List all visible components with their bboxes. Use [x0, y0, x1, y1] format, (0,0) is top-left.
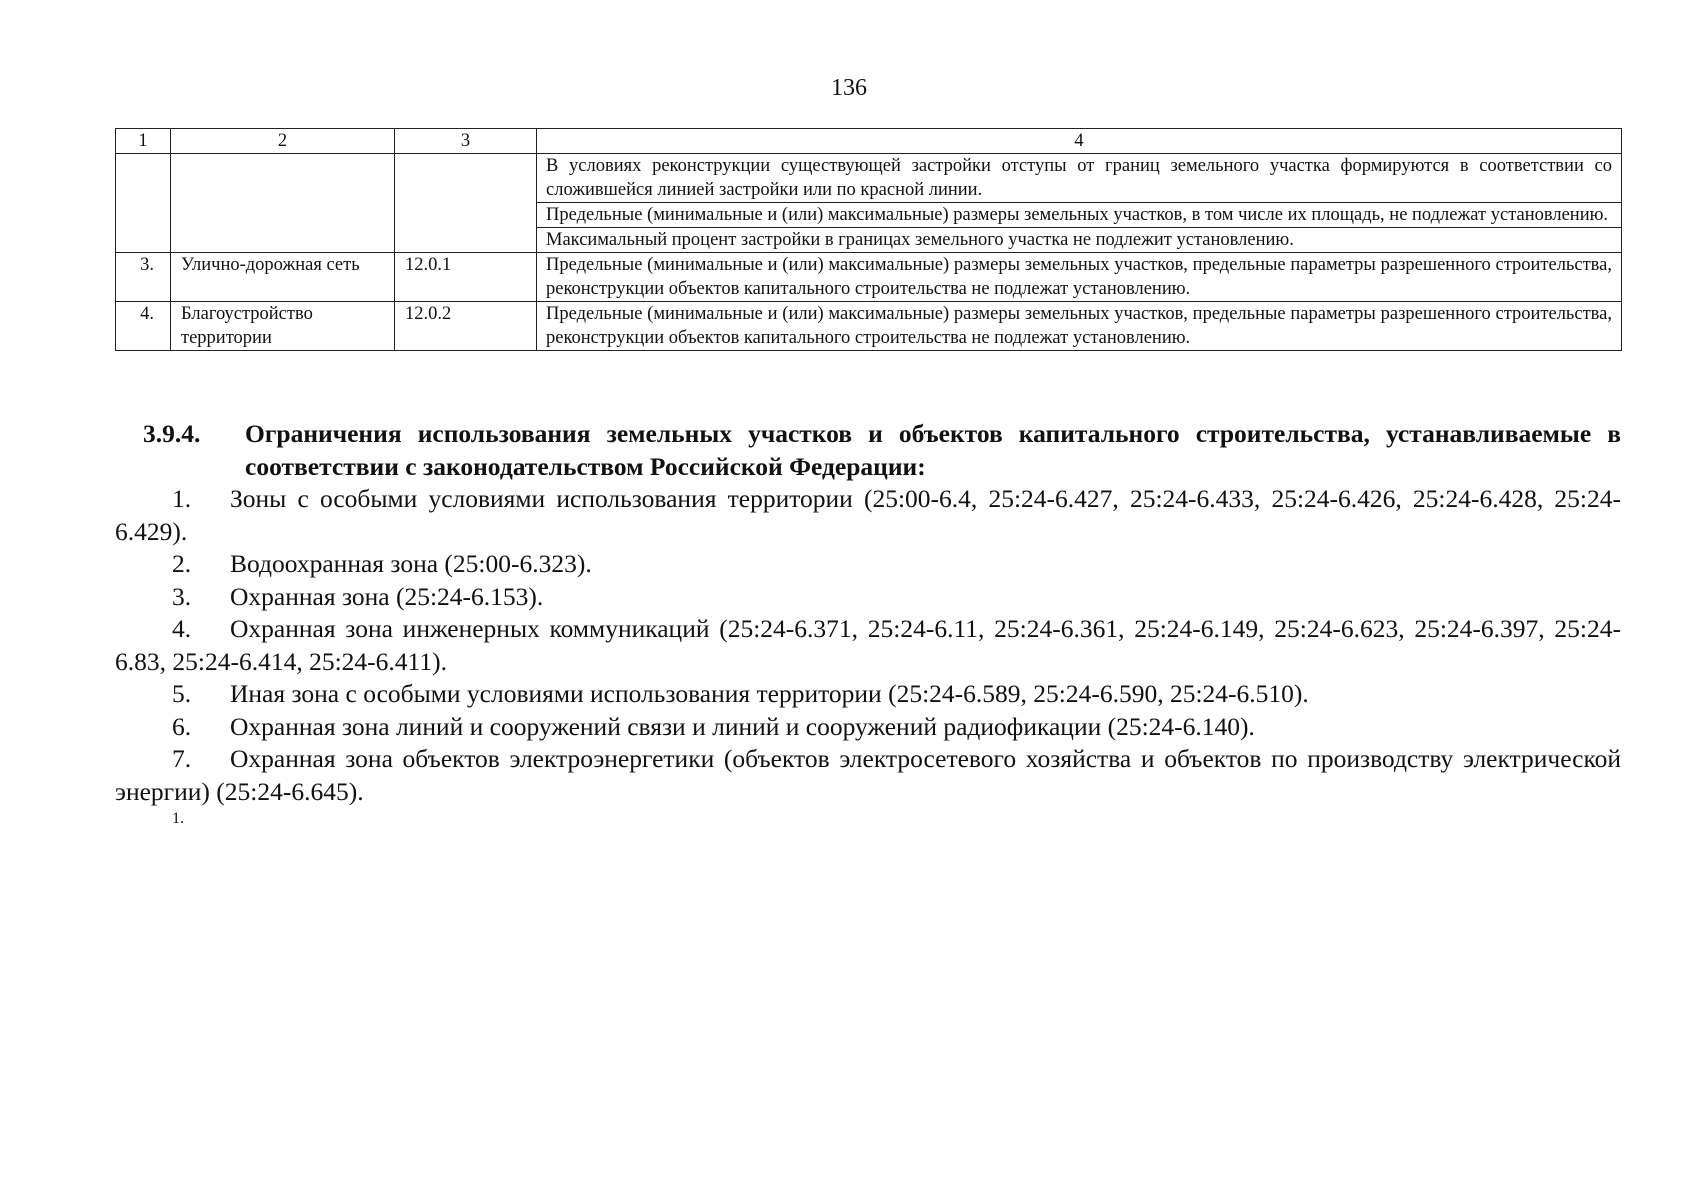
list-item — [115, 711, 1621, 744]
list-item-number: 2. — [172, 549, 192, 578]
table-cell-name: Улично-дорожная сеть — [171, 253, 395, 302]
section-title: Ограничения использования земельных участков и объектов капитального строительства, устанавливаемые в соответствии с законодательством Российской Федерации: — [245, 419, 1621, 481]
table-cell-text: Предельные (минимальные и (или) максимальные) размеры земельных участков, в том числе их площадь, не подлежат установлению. — [537, 203, 1622, 228]
table-row — [116, 302, 1622, 351]
list-item-text: Водоохранная зона (25:00-6.323). — [230, 549, 592, 578]
list-item-text: Иная зона с особыми условиями использования территории (25:24-6.589, 25:24-6.590, 25:24-6.510). — [230, 679, 1309, 708]
list-item-text: Зоны с особыми условиями использования территории (25:00-6.4, 25:24-6.427, 25:24-6.433, 25:24-6.426, 25:24-6.428, 25:24-6.429). — [115, 484, 1621, 546]
list-item-number: 7. — [172, 744, 192, 773]
list-item — [115, 678, 1621, 711]
page-number: 136 — [831, 75, 867, 101]
table-cell-number: 4. — [116, 302, 171, 351]
table-cell-text: Предельные (минимальные и (или) максимальные) размеры земельных участков, предельные параметры разрешенного строительства, реконструкции объектов капитального строительства не подлежат установлению. — [537, 253, 1622, 302]
trailing-list-mark: 1. — [172, 810, 184, 827]
table-header-cell: 3 — [395, 129, 537, 154]
list-item — [115, 613, 1621, 678]
list-item — [115, 483, 1621, 548]
list-item-number: 4. — [172, 614, 192, 643]
section-heading — [115, 418, 1621, 483]
table-cell-name: Благоустройство территории — [171, 302, 395, 351]
list-item-number: 3. — [172, 581, 192, 611]
list-item-text: Охранная зона инженерных коммуникаций (25:24-6.371, 25:24-6.11, 25:24-6.361, 25:24-6.149, 25:24-6.623, 25:24-6.397, 25:24-6.83, 25:24-6.414, 25:24-6.411). — [115, 614, 1621, 676]
table-cell-empty — [171, 154, 395, 253]
table-row — [116, 154, 1622, 203]
list-item-text: Охранная зона линий и сооружений связи и линий и сооружений радиофикации (25:24-6.140). — [230, 711, 1255, 741]
table-header-cell: 1 — [116, 129, 171, 154]
table-header-row — [116, 129, 1622, 154]
table-cell-text: Предельные (минимальные и (или) максимальные) размеры земельных участков, предельные параметры разрешенного строительства, реконструкции объектов капитального строительства не подлежат установлению. — [537, 302, 1622, 351]
list-item-text: Охранная зона объектов электроэнергетики (объектов электросетевого хозяйства и объектов по производству электрической энергии) (25:24-6.645). — [115, 744, 1621, 806]
table-row — [116, 253, 1622, 302]
list-item — [115, 743, 1621, 808]
table-cell-code: 12.0.2 — [395, 302, 537, 351]
table-cell-code: 12.0.1 — [395, 253, 537, 302]
table-cell-number: 3. — [116, 253, 171, 302]
table-cell-empty — [395, 154, 537, 253]
list-item — [115, 548, 1621, 581]
list-item-number: 5. — [172, 679, 192, 708]
list-item — [115, 581, 1621, 614]
table-header-cell: 4 — [537, 129, 1622, 154]
section-number: 3.9.4. — [143, 419, 201, 448]
table-header-cell: 2 — [171, 129, 395, 154]
list-item-number: 1. — [172, 484, 192, 513]
zone-parameters-table — [115, 128, 1622, 351]
table-cell-text: В условиях реконструкции существующей застройки отступы от границ земельного участка формируются в соответствии со сложившейся линией застройки или по красной линии. — [537, 154, 1622, 203]
table-cell-text: Максимальный процент застройки в границах земельного участка не подлежит установлению. — [537, 228, 1622, 253]
list-item-text: Охранная зона (25:24-6.153). — [230, 581, 544, 611]
list-item-number: 6. — [172, 711, 192, 741]
table-cell-empty — [116, 154, 171, 253]
restrictions-section — [115, 418, 1621, 830]
